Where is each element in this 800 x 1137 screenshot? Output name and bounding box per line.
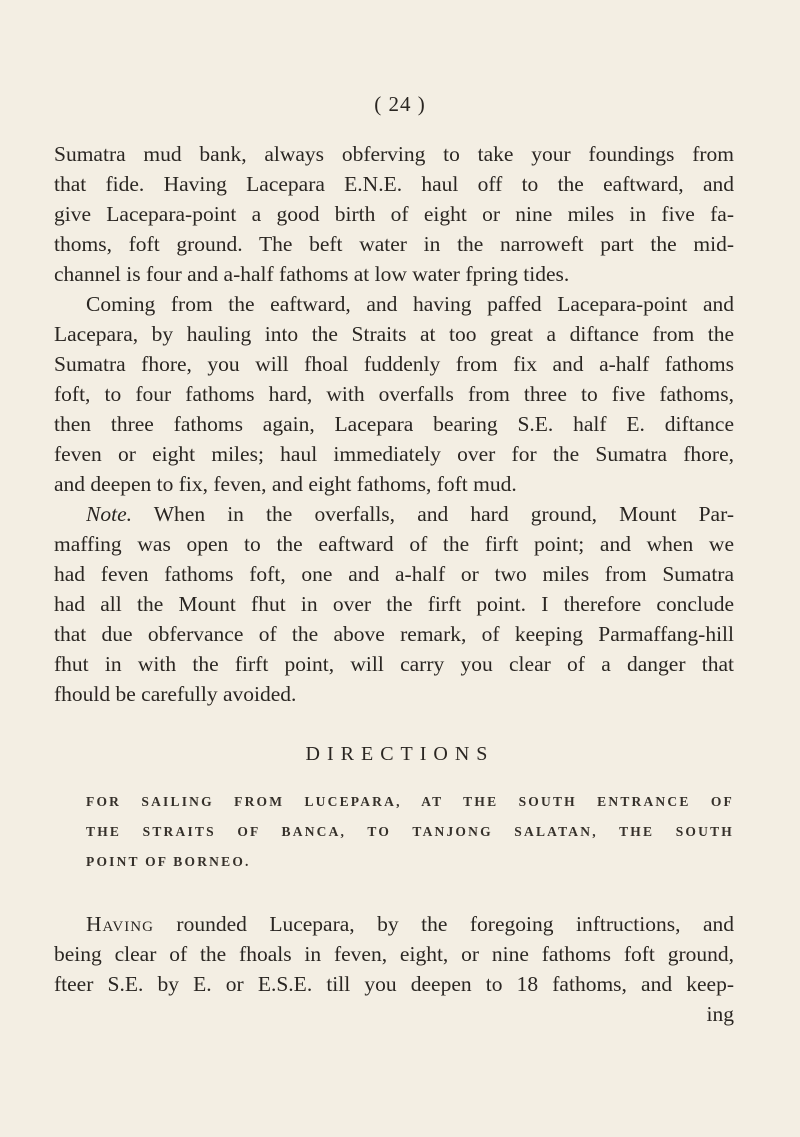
page-number: ( 24 ): [374, 92, 426, 116]
body-line: fteer S.E. by E. or E.S.E. till you deepen to 18 fathoms, and keep-: [54, 972, 734, 996]
text-line: fhut in with the firft point, will carry you clear of a danger that: [54, 652, 734, 676]
note-text: When in the overfalls, and hard ground, Mount Par-: [153, 502, 734, 526]
text-line: give Lacepara-point a good birth of eight or nine miles in five fa-: [54, 202, 734, 226]
body-line: [86, 910, 734, 938]
section-subheading-line: FOR SAILING FROM LUCEPARA, AT THE SOUTH ENTRANCE OF: [86, 794, 734, 809]
text-line: Sumatra mud bank, always obferving to take your foundings from: [54, 142, 734, 166]
note-label: Note.: [86, 502, 132, 526]
text-line: and deepen to fix, feven, and eight fathoms, foft mud.: [54, 472, 517, 496]
body-line: being clear of the fhoals in feven, eight, or nine fathoms foft ground,: [54, 942, 734, 966]
text-line: then three fathoms again, Lacepara bearing S.E. half E. diftance: [54, 412, 734, 436]
text-line: maffing was open to the eaftward of the firft point; and when we: [54, 532, 734, 556]
text-line: that due obfervance of the above remark, of keeping Parmaffang-hill: [54, 622, 734, 646]
text-line: foft, to four fathoms hard, with overfalls from three to five fathoms,: [54, 382, 734, 406]
text-line: that fide. Having Lacepara E.N.E. haul off to the eaftward, and: [54, 172, 734, 196]
section-subheading-line: THE STRAITS OF BANCA, TO TANJONG SALATAN, THE SOUTH: [86, 824, 734, 839]
text-line: Coming from the eaftward, and having paffed Lacepara-point and: [86, 292, 734, 316]
text-line: thoms, foft ground. The beft water in the narroweft part the mid-: [54, 232, 734, 256]
section-heading: DIRECTIONS: [305, 743, 495, 765]
catchword: ing: [706, 1002, 734, 1026]
text-line: feven or eight miles; haul immediately over for the Sumatra fhore,: [54, 442, 734, 466]
text-line: had all the Mount fhut in over the firft point. I therefore conclude: [54, 592, 734, 616]
text-line: channel is four and a-half fathoms at low water fpring tides.: [54, 262, 570, 286]
body-line-text: rounded Lucepara, by the foregoing inftructions, and: [153, 912, 734, 936]
lead-word: Having: [86, 912, 154, 936]
section-subheading-line: POINT OF BORNEO.: [86, 854, 251, 869]
text-line: had feven fathoms foft, one and a-half or two miles from Sumatra: [54, 562, 734, 586]
text-line: Lacepara, by hauling into the Straits at too great a diftance from the: [54, 322, 734, 346]
text-line: fhould be carefully avoided.: [54, 682, 297, 706]
text-line: Sumatra fhore, you will fhoal fuddenly from fix and a-half fathoms: [54, 352, 734, 376]
note-line: [86, 500, 734, 528]
